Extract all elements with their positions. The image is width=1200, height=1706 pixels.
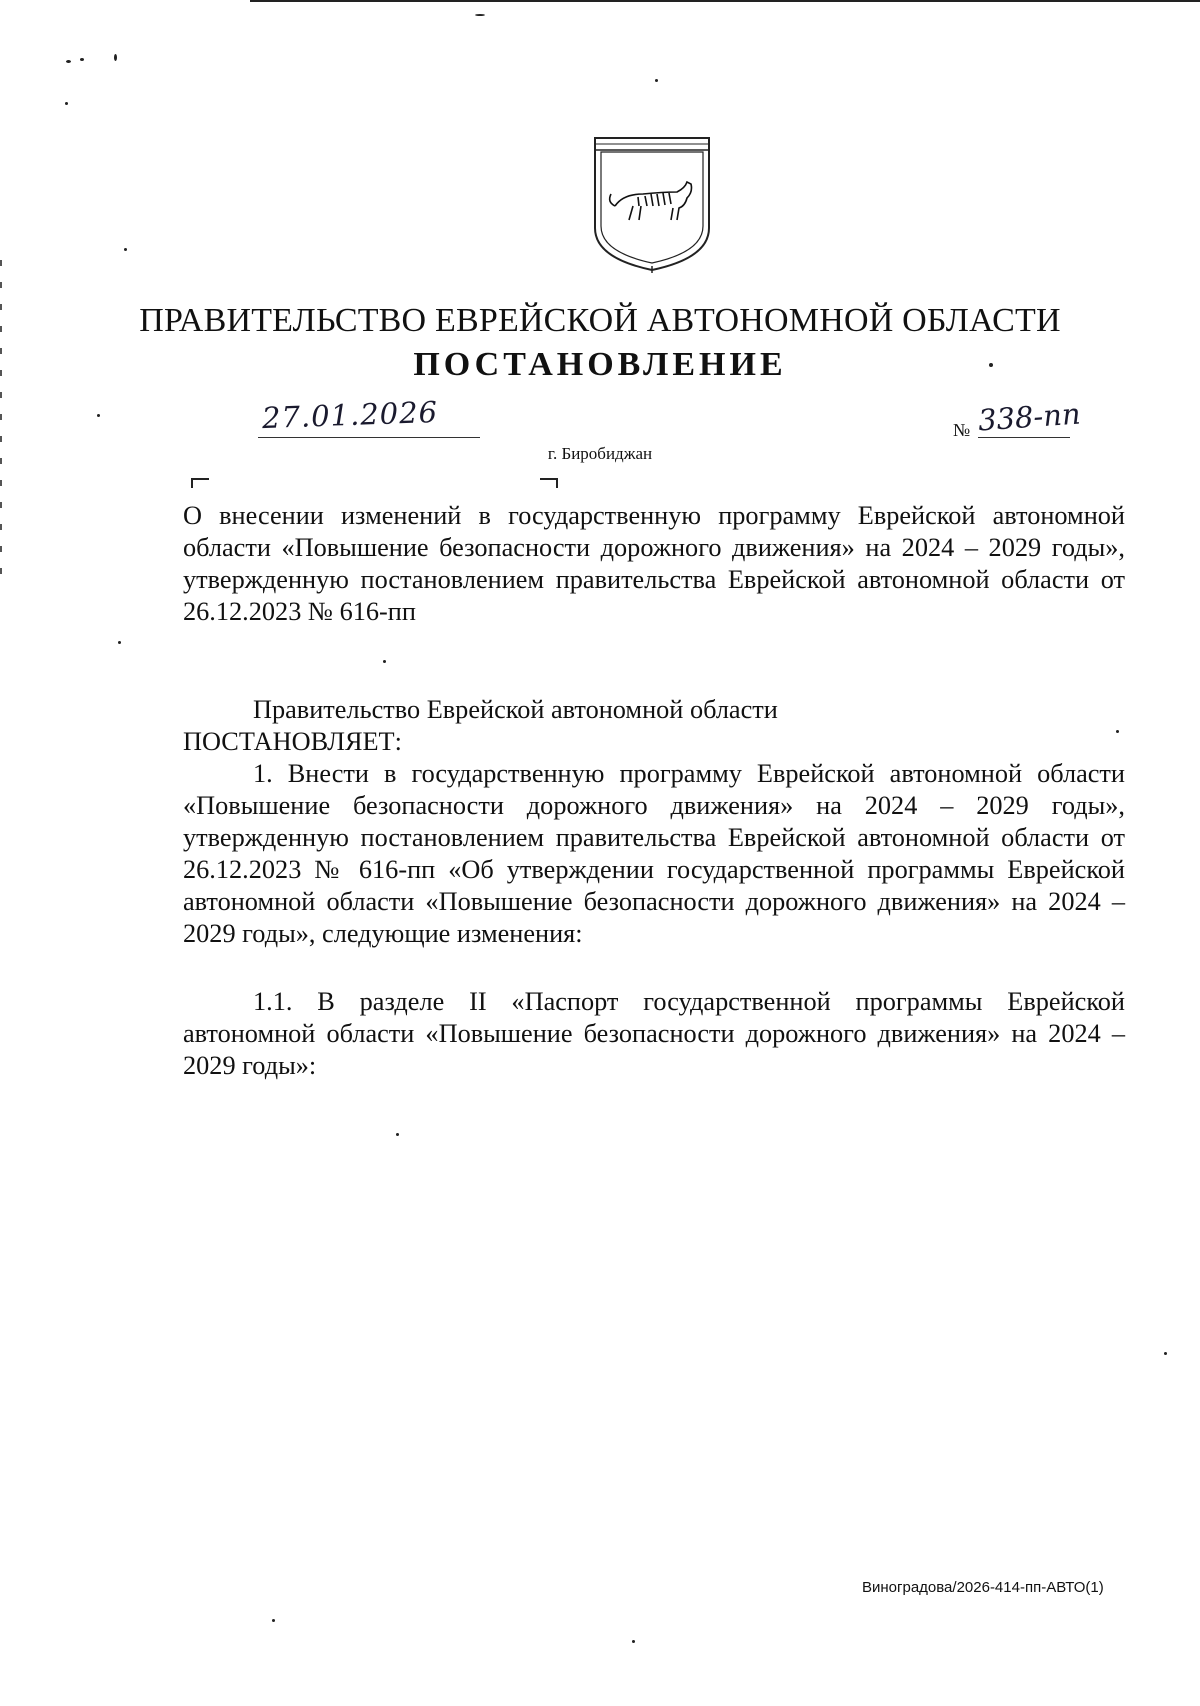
scan-speck bbox=[1164, 1352, 1167, 1355]
handwritten-date: 27.01.2026 bbox=[261, 394, 439, 436]
subject-bracket-left bbox=[191, 478, 209, 488]
scan-speck bbox=[396, 1133, 399, 1136]
handwritten-number: 338-пп bbox=[976, 396, 1082, 438]
document-subject: О внесении изменений в государственную программу Еврейской автономной области «Повышение безопасности дорожного движения» на 2024 – 2029 годы», утвержденную постановлением правительства Еврейской автономной области от 26.12.2023 № 616-пп bbox=[183, 501, 1125, 626]
city-name: г. Биробиджан bbox=[547, 444, 653, 463]
coat-of-arms-tiger-icon bbox=[593, 136, 711, 274]
scan-speck bbox=[97, 414, 100, 417]
scan-speck bbox=[114, 54, 117, 61]
document-type: ПОСТАНОВЛЕНИЕ bbox=[413, 346, 787, 383]
scan-speck bbox=[383, 660, 386, 663]
scan-speck bbox=[272, 1619, 275, 1622]
number-sign: № bbox=[953, 420, 971, 440]
scan-speck bbox=[80, 58, 84, 61]
number-underline bbox=[978, 437, 1070, 438]
scan-edge-line bbox=[250, 0, 1200, 2]
paragraph-item-1: 1. Внести в государственную программу Еврейской автономной области «Повышение безопасности дорожного движения» на 2024 – 2029 годы», утвержденную постановлением правительства Еврейской автономной области от 26.12.2023 № 616-пп «Об утверждении государственной программы Еврейской автономной области «Повышение безопасности дорожного движения» на 2024 – 2029 годы», следующие изменения: bbox=[183, 759, 1125, 948]
subject-bracket-right bbox=[540, 478, 558, 488]
resolves-line: ПОСТАНОВЛЯЕТ: bbox=[183, 727, 402, 756]
issuer-line: Правительство Еврейской автономной области bbox=[253, 695, 778, 724]
scan-speck bbox=[475, 14, 485, 16]
scan-speck bbox=[124, 248, 127, 251]
scan-speck bbox=[66, 60, 71, 63]
scan-speck bbox=[118, 641, 121, 644]
scan-speck bbox=[655, 79, 658, 82]
scan-speck bbox=[632, 1640, 635, 1643]
government-title: ПРАВИТЕЛЬСТВО ЕВРЕЙСКОЙ АВТОНОМНОЙ ОБЛАСТИ bbox=[139, 302, 1061, 339]
paragraph-item-1-1: 1.1. В разделе II «Паспорт государственной программы Еврейской автономной области «Повышение безопасности дорожного движения» на 2024 – 2029 годы»: bbox=[183, 987, 1125, 1080]
date-underline bbox=[258, 437, 480, 438]
footer-document-code: Виноградова/2026-414-пп-АВТО(1) bbox=[862, 1579, 1104, 1596]
scan-speck bbox=[65, 102, 68, 105]
